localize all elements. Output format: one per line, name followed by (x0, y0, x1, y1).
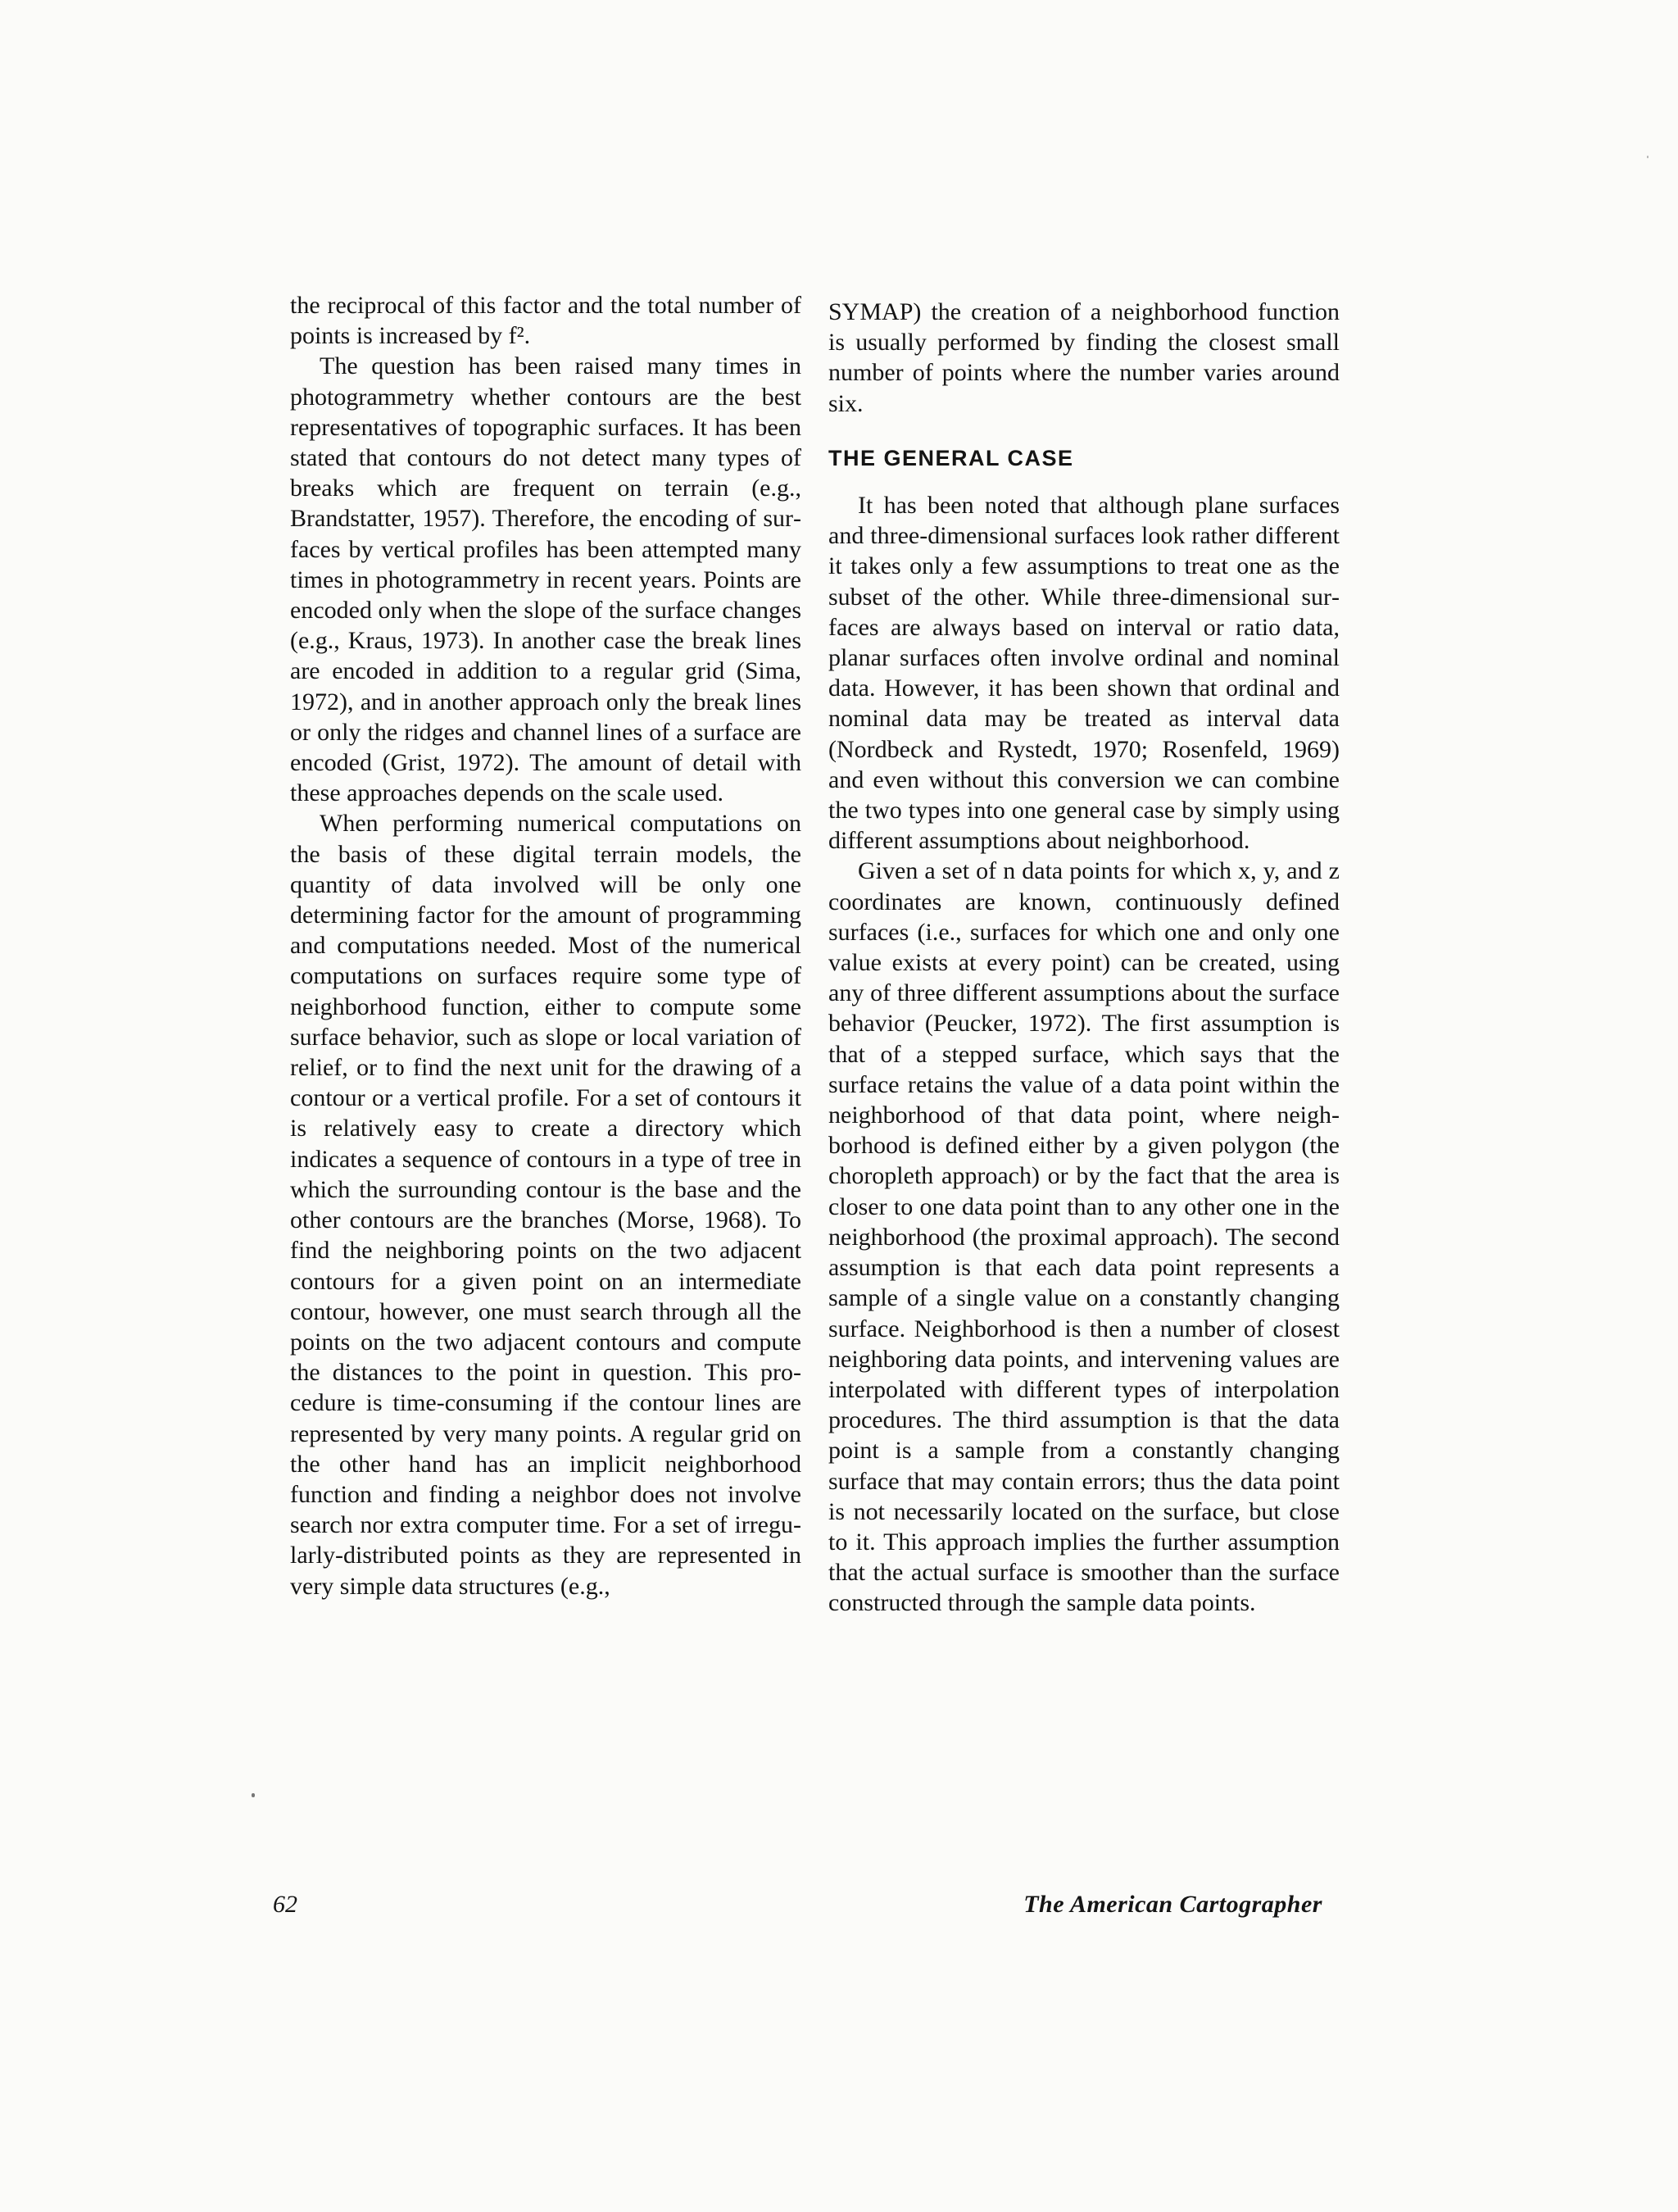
right-column (828, 297, 1340, 1619)
paragraph-symap-continuation: SYMAP) the creation of a neighborhood function is usually performed by finding the closest small number of points where the number varies around six. (828, 298, 1340, 417)
paragraph-contours-photogrammetry: The question has been raised many times in photogrammetry whether contours are the best representatives of topographic surfaces. It has been stated that contours do not detect many types of breaks which are frequent on terrain (e.g., Brandstatter, 1957). Therefore, the encoding of surfaces by vertical profiles has been attempted many times in photogrammetry in recent years. Points are encoded only when the slope of the surface changes (e.g., Kraus, 1973). In another case the break lines are encoded in addition to a regular grid (Sima, 1972), and in another approach only the break lines or only the ridges and channel lines of a surface are encoded (Grist, 1972). The amount of detail with these approaches depends on the scale used. (290, 352, 801, 807)
paragraph-continuation: the reciprocal of this factor and the total number of points is increased by f². (290, 292, 801, 350)
page-number: 62 (273, 1891, 297, 1918)
section-heading-general-case: THE GENERAL CASE (828, 445, 1074, 470)
journal-name: The American Cartographer (1023, 1891, 1322, 1918)
margin-mark (252, 1793, 255, 1797)
paragraph-plane-surfaces: It has been noted that although plane surfaces and three-dimensional surfaces look rather different it takes only a few assumptions to treat one as the subset of the other. While three-dimensional surfaces are always based on interval or ratio data, planar surfaces often involve ordinal and nominal data. However, it has been shown that ordinal and nominal data may be treated as interval data (Nordbeck and Rystedt, 1970; Rosenfeld, 1969) and even without this conversion we can combine the two types into one general case by simply using different assumptions about neighborhood. (828, 492, 1340, 855)
paragraph-three-assumptions: Given a set of n data points for which x, y, and z coordinates are known, continuously defined surfaces (i.e., surfaces for which one and only one value exists at every point) can be created, using any of three different assumptions about the surface behavior (Peucker, 1972). The first assumption is that of a stepped surface, which says that the surface retains the value of a data point within the neighborhood of that data point, where neighborhood is defined either by a given polygon (the choropleth approach) or by the fact that the area is closer to one data point than to any other one in the neighborhood (the proximal approach). The second assumption is that each data point represents a sample of a single value on a constantly changing surface. Neighborhood is then a number of closest neighboring data points, and intervening values are interpolated with different types of interpolation procedures. The third assumption is that the data point is a sample from a constantly changing surface that may contain errors; thus the data point is not necessarily located on the surface, but close to it. This approach implies the further assumption that the actual surface is smoother than the surface constructed through the sample data points. (828, 857, 1340, 1617)
margin-mark-top (1647, 156, 1649, 158)
paragraph-numerical-computations: When performing numerical computations on the basis of these digital terrain models, the quantity of data involved will be only one determining factor for the amount of programming and computations needed. Most of the numerical computations on surfaces require some type of neighborhood function, either to compute some surface behavior, such as slope or local variation of relief, or to find the next unit for the drawing of a contour or a vertical profile. For a set of contours it is relatively easy to create a directory which indicates a sequence of contours in a type of tree in which the surrounding contour is the base and the other contours are the branches (Morse, 1968). To find the neighboring points on the two adjacent contours for a given point on an intermediate contour, however, one must search through all the points on the two adjacent contours and compute the distances to the point in question. This procedure is time-consuming if the contour lines are represented by very many points. A regular grid on the other hand has an implicit neighborhood function and finding a neighbor does not involve search nor extra computer time. For a set of irregularly-distributed points as they are represented in very simple data structures (e.g., (290, 810, 801, 1600)
left-column (290, 290, 801, 1601)
